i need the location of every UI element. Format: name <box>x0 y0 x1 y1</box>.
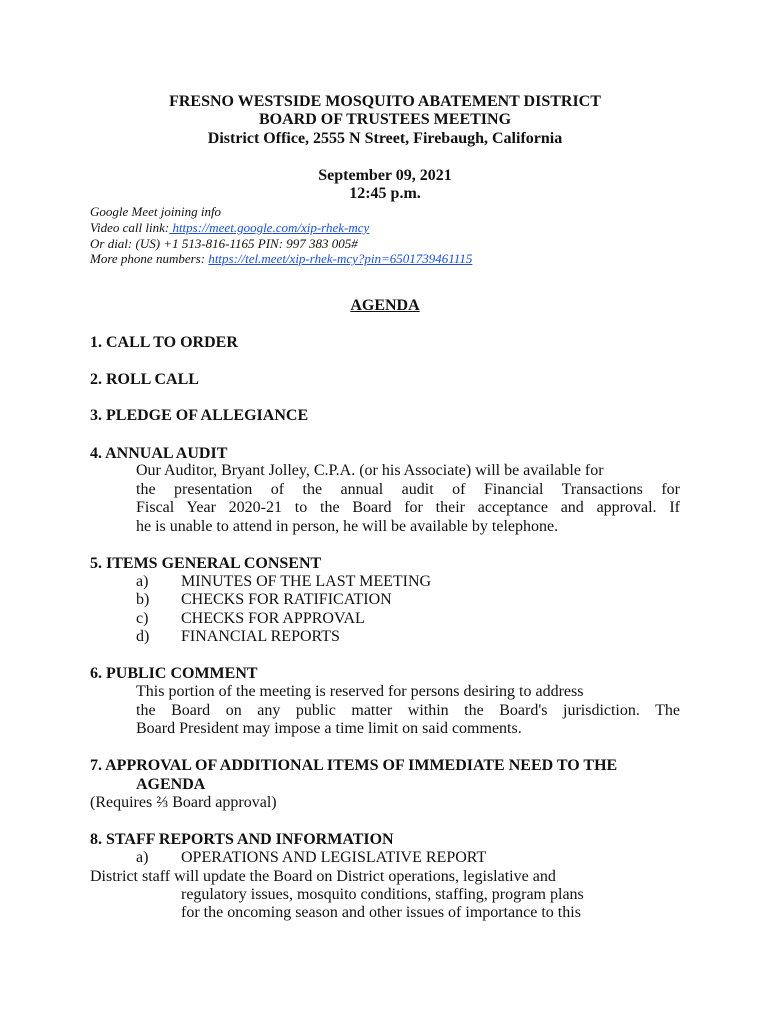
consent-subitem: FINANCIAL REPORTS <box>181 628 340 645</box>
meeting-title: BOARD OF TRUSTEES MEETING <box>258 111 512 128</box>
public-comment-paragraph <box>136 683 680 739</box>
public-comment-line: the Board on any public matter within the Board's jurisdiction. The <box>136 701 680 719</box>
item-roll-call: 2. ROLL CALL <box>90 371 199 388</box>
audit-line: he is unable to attend in person, he will be available by telephone. <box>136 517 559 535</box>
annual-audit-paragraph <box>136 462 680 536</box>
item-pledge: 3. PLEDGE OF ALLEGIANCE <box>90 407 309 424</box>
staff-report-line: regulatory issues, mosquito conditions, staffing, program plans <box>181 886 584 903</box>
item-additional-items-heading-cont: AGENDA <box>136 776 206 793</box>
audit-line: Fiscal Year 2020-21 to the Board for their acceptance and approval. If <box>136 499 680 516</box>
public-comment-line: This portion of the meeting is reserved for persons desiring to address <box>136 683 584 700</box>
consent-subitem: CHECKS FOR APPROVAL <box>181 610 365 627</box>
meeting-time: 12:45 p.m. <box>349 185 421 202</box>
item-additional-items-heading: 7. APPROVAL OF ADDITIONAL ITEMS OF IMMEDIATE NEED TO THE <box>90 757 618 774</box>
consent-subitem: MINUTES OF THE LAST MEETING <box>181 573 432 590</box>
more-numbers-line <box>90 251 472 267</box>
meet-info-title: Google Meet joining info <box>90 204 222 219</box>
item-general-consent-heading: 5. ITEMS GENERAL CONSENT <box>90 555 322 572</box>
staff-report-line: for the oncoming season and other issues of importance to this <box>181 904 581 921</box>
video-call-link[interactable]: https://meet.google.com/xip-rhek-mcy <box>169 220 370 235</box>
consent-letter: d) <box>136 628 150 645</box>
staff-subitem: OPERATIONS AND LEGISLATIVE REPORT <box>181 849 487 866</box>
consent-subitem: CHECKS FOR RATIFICATION <box>181 591 392 608</box>
audit-line: the presentation of the annual audit of Financial Transactions for <box>136 480 680 498</box>
consent-letter: c) <box>136 610 149 627</box>
item-staff-reports-heading: 8. STAFF REPORTS AND INFORMATION <box>90 831 394 848</box>
meeting-date: September 09, 2021 <box>318 167 452 184</box>
staff-report-line: District staff will update the Board on District operations, legislative and <box>90 868 556 885</box>
consent-letter: b) <box>136 591 150 608</box>
more-numbers-label: More phone numbers: <box>90 251 206 266</box>
org-name: FRESNO WESTSIDE MOSQUITO ABATEMENT DISTRICT <box>169 93 601 110</box>
item-public-comment-heading: 6. PUBLIC COMMENT <box>90 665 258 682</box>
item-annual-audit-heading: 4. ANNUAL AUDIT <box>90 445 228 462</box>
agenda-heading: AGENDA <box>350 297 420 314</box>
video-call-label: Video call link: <box>90 220 170 235</box>
staff-sub-letter: a) <box>136 849 149 866</box>
consent-letter: a) <box>136 573 149 590</box>
item-call-to-order: 1. CALL TO ORDER <box>90 334 238 351</box>
more-numbers-link[interactable]: https://tel.meet/xip-rhek-mcy?pin=6501739461115 <box>208 251 473 266</box>
additional-items-note: (Requires ⅔ Board approval) <box>90 794 277 811</box>
dial-in-info: Or dial: (US) +1 513-816-1165 PIN: 997 383 005# <box>90 236 358 251</box>
meeting-location: District Office, 2555 N Street, Firebaugh, California <box>207 130 563 147</box>
public-comment-line: Board President may impose a time limit on said comments. <box>136 720 522 737</box>
audit-line: Our Auditor, Bryant Jolley, C.P.A. (or his Associate) will be available for <box>136 462 604 479</box>
video-call-line <box>90 220 369 236</box>
